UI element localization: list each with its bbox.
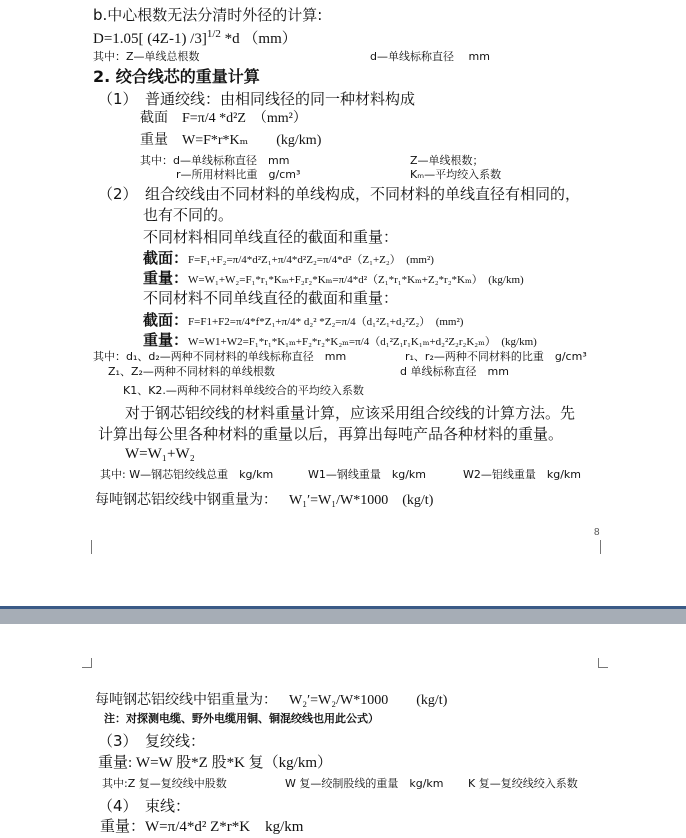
margin-corner-bl [88,540,92,554]
note-z: 其中：Z—单线总根数 [93,50,200,63]
formula-area-1: 截面 F=π/4 *d²Z （mm²） [140,111,307,126]
note-4c: K 复—复绞线绞入系数 [468,777,578,790]
diff-diameter-heading: 不同材料不同单线直径的截面和重量： [143,289,399,307]
note-2d: d 单线标称直径 mm [400,365,509,378]
subsection-3: （3） 复绞线： [98,732,206,750]
formula-outer-diameter: D=1.05[ (4Z-1) /3]$^{1/2}$ *d （mm） [93,28,297,47]
paragraph-line-1: 对于钢芯铝绞线的材料重量计算，应该采用组合绞线的计算方法。先 [125,404,576,422]
steel-weight-line: 每吨钢芯铝绞线中钢重量为： W₁′=W₁/W*1000 (kg/t) [95,492,434,508]
formula-area-2: 截面：F=F₁+F₂=π/4*d²Z₁+π/4*d²Z₂=π/4*d²（Z₁+Z₂） (mm²) [143,249,434,267]
line-center-count: b.中心根数无法分清时外径的计算: [93,6,323,24]
aluminum-weight-line: 每吨钢芯铝绞线中铝重量为： W₂′=W₂/W*1000 (kg/t) [95,692,448,708]
formula-weight-3: 重量：W=W1+W2=F₁*r₁*K₁ₘ+F₂*r₂*K₂ₘ=π/4（d₁²Z₁r₁K₁ₘ+d₂²Z₂r₂K₂ₘ） (kg/km) [143,331,537,349]
subsection-2: （2） 组合绞线由不同材料的单线构成，不同材料的单线直径有相同的， [98,185,581,203]
formula-weight-2: 重量：W=W₁+W₂=F₁*r₁*Kₘ+F₂r₂*Kₘ=π/4*d²（Z₁*r₁*Kₘ+Z₂*r₂*Kₘ） (kg/km) [143,269,524,287]
margin-corner-br [600,540,604,554]
note-d: d—单线标称直径 mm [370,50,490,63]
formula-weight-1: 重量 W=F*r*Kₘ (kg/km) [140,133,322,148]
formula-total: W=W₁+W₂ [125,446,195,462]
subsection-1: （1） 普通绞线：由相同线径的同一种材料构成 [98,90,416,108]
note-3a: 其中: W—钢芯铝绞线总重 kg/km [100,468,274,481]
note-2e: K1、K2.—两种不同材料单线绞合的平均绞入系数 [123,384,364,397]
subsection-4: （4） 束线： [98,797,191,815]
formula-weight-compound: 重量: W=W 股*Z 股*K 复（kg/km） [98,755,333,771]
formula-weight-bundle: 重量：W=π/4*d² Z*r*K kg/km [100,819,304,835]
note-3c: W2—铝线重量 kg/km [463,468,582,481]
note-2a: 其中：d₁、d₂—两种不同材料的单线标称直径 mm [93,350,347,363]
paragraph-line-2: 计算出每公里各种材料的重量以后，再算出每吨产品各种材料的重量。 [98,425,564,443]
note-2b: r₁、r₂—两种不同材料的比重 g/cm³ [405,350,587,363]
margin-corner-tr [598,658,608,668]
page-break-gap [0,606,686,624]
note-4a: 其中:Z 复—复绞线中股数 [102,777,227,790]
section-heading: 2. 绞合线芯的重量计算 [93,67,260,86]
note-formula-usage: 注：对探测电缆、野外电缆用铜、铜混绞线也用此公式） [104,712,379,725]
margin-corner-tl [82,658,92,668]
note-1b: Z—单线根数； [410,154,484,167]
note-1a: 其中：d—单线标称直径 mm [140,154,290,167]
note-4b: W 复—绞制股线的重量 kg/km [285,777,444,790]
same-diameter-heading: 不同材料相同单线直径的截面和重量： [143,228,399,246]
formula-area-3: 截面：F=F1+F2=π/4*f*Z₁+π/4* d₂² *Z₂=π/4（d₁²Z₁+d₂²Z₂） (mm²) [143,311,464,329]
note-3b: W1—钢线重量 kg/km [308,468,427,481]
note-2c: Z₁、Z₂—两种不同材料的单线根数 [108,365,275,378]
note-1c: r—所用材料比重 g/cm³ [176,168,301,181]
subsection-2-cont: 也有不同的。 [143,206,234,224]
page-number: 8 [594,527,600,538]
note-1d: Kₘ—平均绞入系数 [410,168,502,181]
